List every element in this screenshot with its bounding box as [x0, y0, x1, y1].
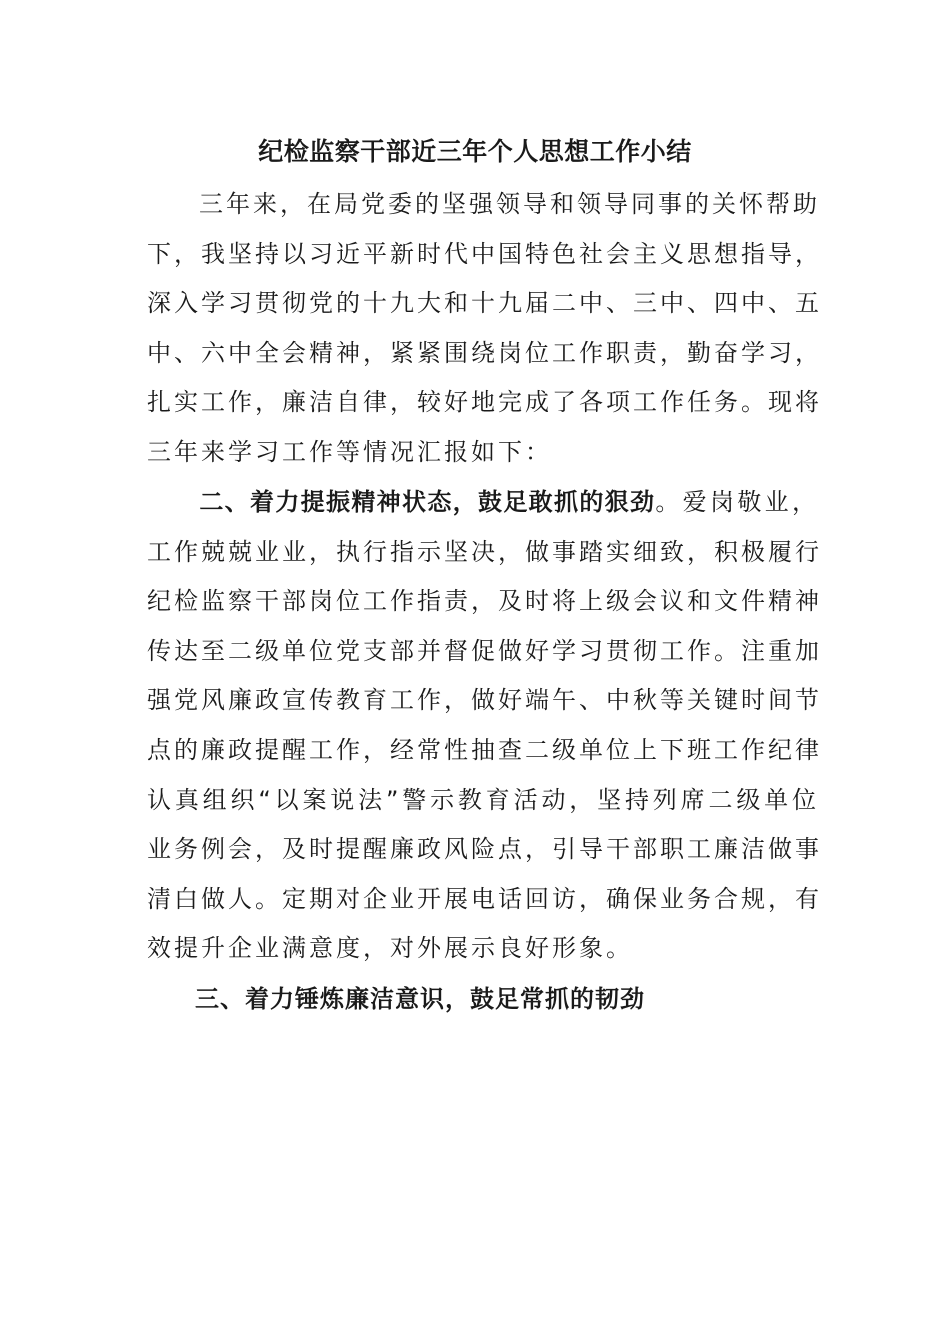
section2-line: 强党风廉政宣传教育工作，做好端午、中秋等关键时间节	[147, 686, 822, 715]
section2-line: 点的廉政提醒工作，经常性抽查二级单位上下班工作纪律	[147, 735, 822, 764]
section2-line: 纪检监察干部岗位工作指责，及时将上级会议和文件精神	[147, 587, 822, 616]
section2-line: 认真组织“以案说法”警示教育活动，坚持列席二级单位	[147, 785, 819, 814]
section2-line: 工作兢兢业业，执行指示坚决，做事踏实细致，积极履行	[147, 537, 822, 566]
section2-line: 业务例会，及时提醒廉政风险点，引导干部职工廉洁做事	[147, 835, 822, 864]
section2-heading: 二、着力提振精神状态，鼓足敢抓的狠劲	[199, 488, 656, 516]
intro-line: 下，我坚持以习近平新时代中国特色社会主义思想指导，	[147, 239, 822, 268]
intro-line: 三年来，在局党委的坚强领导和领导同事的关怀帮助	[199, 190, 820, 218]
section2-first-line	[147, 478, 819, 528]
section2-line: 传达至二级单位党支部并督促做好学习贯彻工作。注重加	[147, 636, 822, 665]
section2-first-line-rest: 。爱岗敬业，	[655, 488, 820, 516]
section3-heading: 三、着力锤炼廉洁意识，鼓足常抓的韧劲	[195, 985, 645, 1013]
intro-line: 三年来学习工作等情况汇报如下：	[147, 437, 552, 466]
section2-line: 清白做人。定期对企业开展电话回访，确保业务合规，有	[147, 884, 822, 913]
document-title: 纪检监察干部近三年个人思想工作小结	[258, 137, 692, 166]
intro-line: 中、六中全会精神，紧紧围绕岗位工作职责，勤奋学习，	[147, 338, 822, 367]
intro-line: 深入学习贯彻党的十九大和十九届二中、三中、四中、五	[147, 289, 822, 318]
intro-paragraph	[147, 180, 822, 478]
intro-line: 扎实工作，廉洁自律，较好地完成了各项工作任务。现将	[147, 388, 822, 417]
section2-paragraph	[147, 478, 822, 974]
section2-line: 效提升企业满意度，对外展示良好形象。	[147, 934, 633, 963]
